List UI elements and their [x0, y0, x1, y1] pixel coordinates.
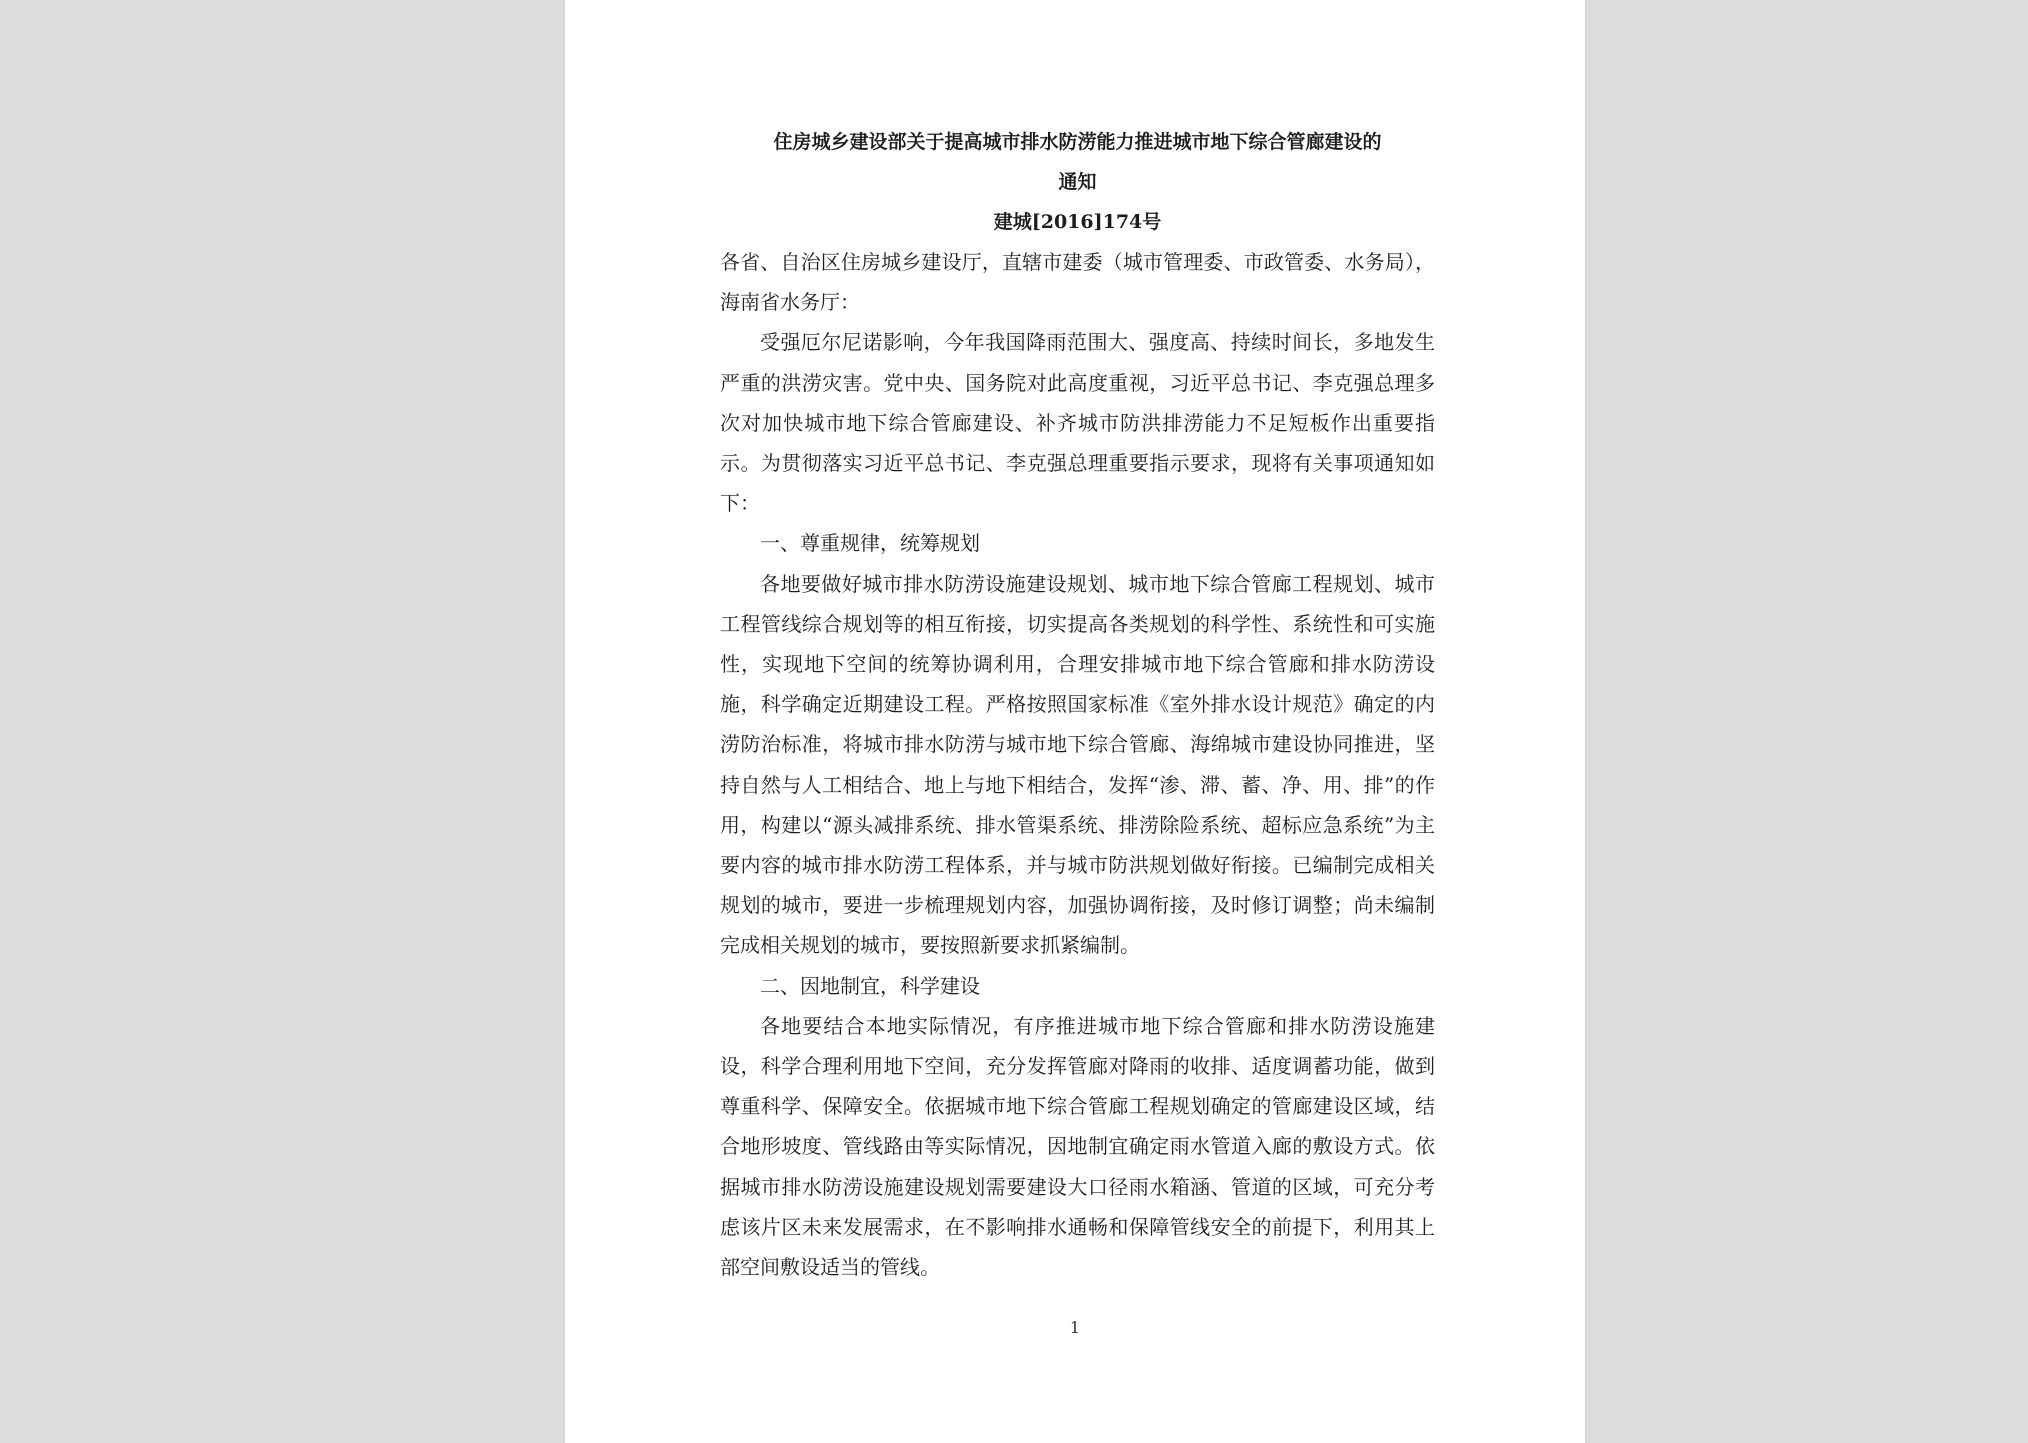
- document-title-line2: 通知: [1058, 171, 1097, 193]
- section1-heading: 一、尊重规律，统筹规划: [760, 531, 980, 556]
- page-number: 1: [1069, 1318, 1081, 1337]
- document-title-line1: 住房城乡建设部关于提高城市排水防涝能力推进城市地下综合管廊建设的: [773, 131, 1382, 153]
- section2-heading: 二、因地制宜，科学建设: [760, 973, 980, 998]
- document-page: [565, 0, 1585, 1443]
- addressee: 各省、自治区住房城乡建设厅，直辖市建委（城市管理委、市政管委、水务局），海南省水务厅：: [720, 250, 1435, 315]
- document-number: 建城[2016]174号: [993, 211, 1162, 233]
- section2-body: 各地要结合本地实际情况，有序推进城市地下综合管廊和排水防涝设施建设，科学合理利用地下空间，充分发挥管廊对降雨的收排、适度调蓄功能，做到尊重科学、保障安全。依据城市地下综合管廊工程规划确定的管廊建设区域，结合地形坡度、管线路由等实际情况，因地制宜确定雨水管道入廊的敷设方式。依据城市排水防涝设施建设规划需要建设大口径雨水箱涵、管道的区域，可充分考虑该片区未来发展需求，在不影响排水通畅和保障管线安全的前提下，利用其上部空间敷设适当的管线。: [720, 1013, 1435, 1280]
- section1-body: 各地要做好城市排水防涝设施建设规划、城市地下综合管廊工程规划、城市工程管线综合规划等的相互衔接，切实提高各类规划的科学性、系统性和可实施性，实现地下空间的统筹协调利用，合理安排城市地下综合管廊和排水防涝设施，科学确定近期建设工程。严格按照国家标准《室外排水设计规范》确定的内涝防治标准，将城市排水防涝与城市地下综合管廊、海绵城市建设协同推进，坚持自然与人工相结合、地上与地下相结合，发挥“渗、滞、蓄、净、用、排”的作用，构建以“源头减排系统、排水管渠系统、排涝除险系统、超标应急系统”为主要内容的城市排水防涝工程体系，并与城市防洪规划做好衔接。已编制完成相关规划的城市，要进一步梳理规划内容，加强协调衔接，及时修订调整；尚未编制完成相关规划的城市，要按照新要求抓紧编制。: [720, 571, 1435, 958]
- intro-paragraph: 受强厄尔尼诺影响，今年我国降雨范围大、强度高、持续时间长，多地发生严重的洪涝灾害。党中央、国务院对此高度重视，习近平总书记、李克强总理多次对加快城市地下综合管廊建设、补齐城市防洪排涝能力不足短板作出重要指示。为贯彻落实习近平总书记、李克强总理重要指示要求，现将有关事项通知如下：: [720, 330, 1435, 516]
- page-content: [720, 122, 1435, 1287]
